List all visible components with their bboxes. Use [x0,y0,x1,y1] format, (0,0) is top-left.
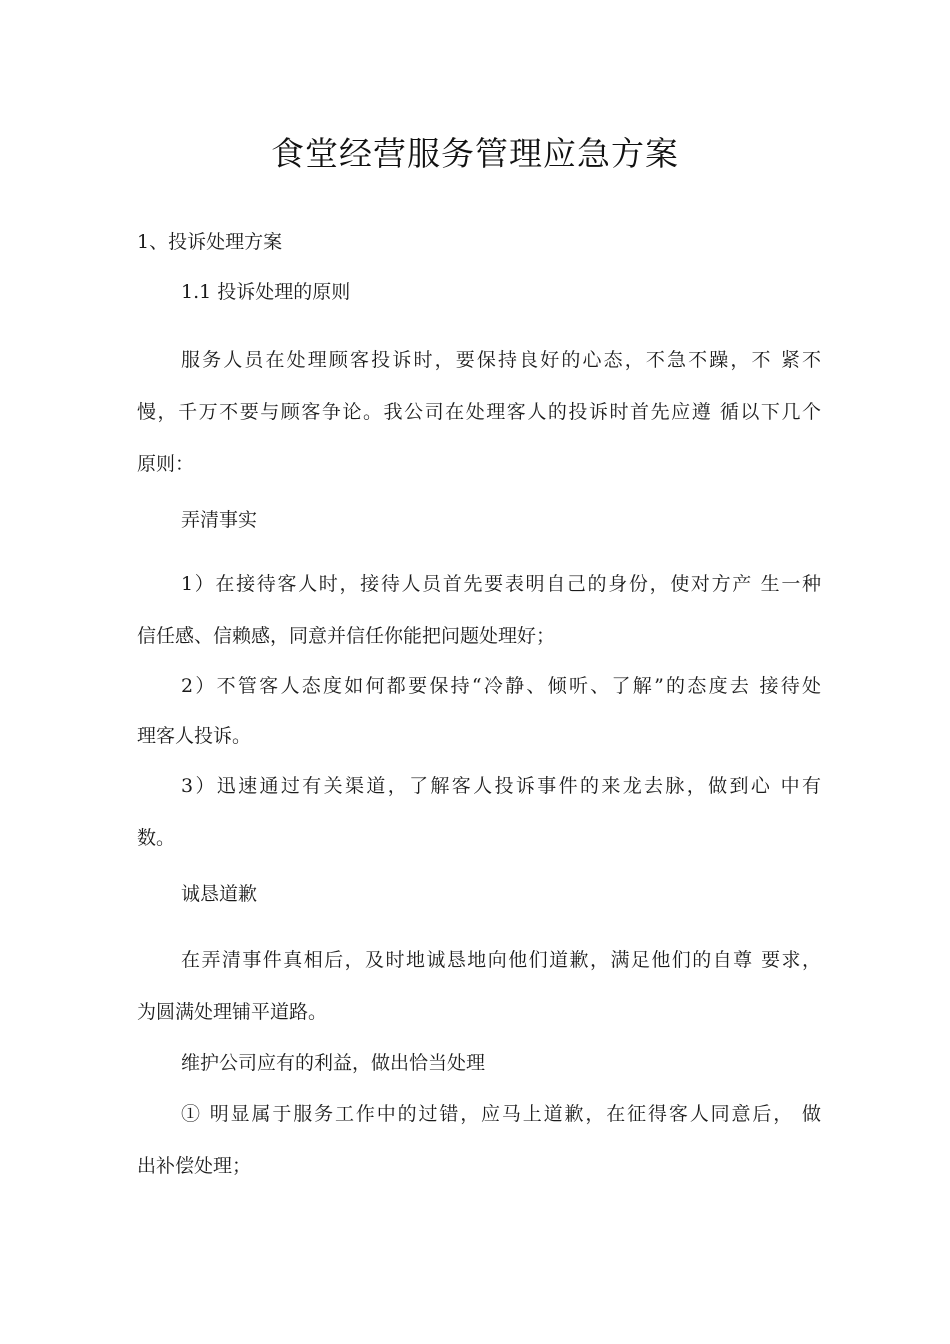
list-item-line: 出补偿处理； [137,1155,252,1177]
list-item-line: 3）迅速通过有关渠道，了解客人投诉事件的来龙去脉，做到心 中有 [181,775,821,797]
list-item-line: 信任感、信赖感，同意并信任你能把问题处理好； [137,625,556,647]
list-item-line: ① 明显属于服务工作中的过错，应马上道歉，在征得客人同意后， 做 [181,1103,821,1125]
principle-heading: 维护公司应有的利益，做出恰当处理 [181,1052,486,1074]
subsection-heading: 1.1 投诉处理的原则 [181,281,351,303]
paragraph-line: 为圆满处理铺平道路。 [137,1001,328,1023]
document-title: 食堂经营服务管理应急方案 [271,134,679,173]
paragraph-line: 慢，千万不要与顾客争论。我公司在处理客人的投诉时首先应遵 循以下几个 [137,401,821,423]
principle-heading: 弄清事实 [181,509,258,531]
paragraph-line: 原则： [137,453,195,475]
paragraph-line: 在弄清事件真相后，及时地诚恳地向他们道歉，满足他们的自尊 要求， [181,949,821,971]
list-item-line: 数。 [137,827,176,849]
paragraph-line: 服务人员在处理顾客投诉时，要保持良好的心态，不急不躁，不 紧不 [181,349,821,371]
section-heading: 1、投诉处理方案 [137,231,283,253]
principle-heading: 诚恳道歉 [181,883,258,905]
list-item-line: 1）在接待客人时，接待人员首先要表明自己的身份，使对方产 生一种 [181,573,821,595]
list-item-line: 2）不管客人态度如何都要保持“冷静、倾听、了解”的态度去 接待处 [181,675,821,697]
list-item-line: 理客人投诉。 [137,725,252,747]
